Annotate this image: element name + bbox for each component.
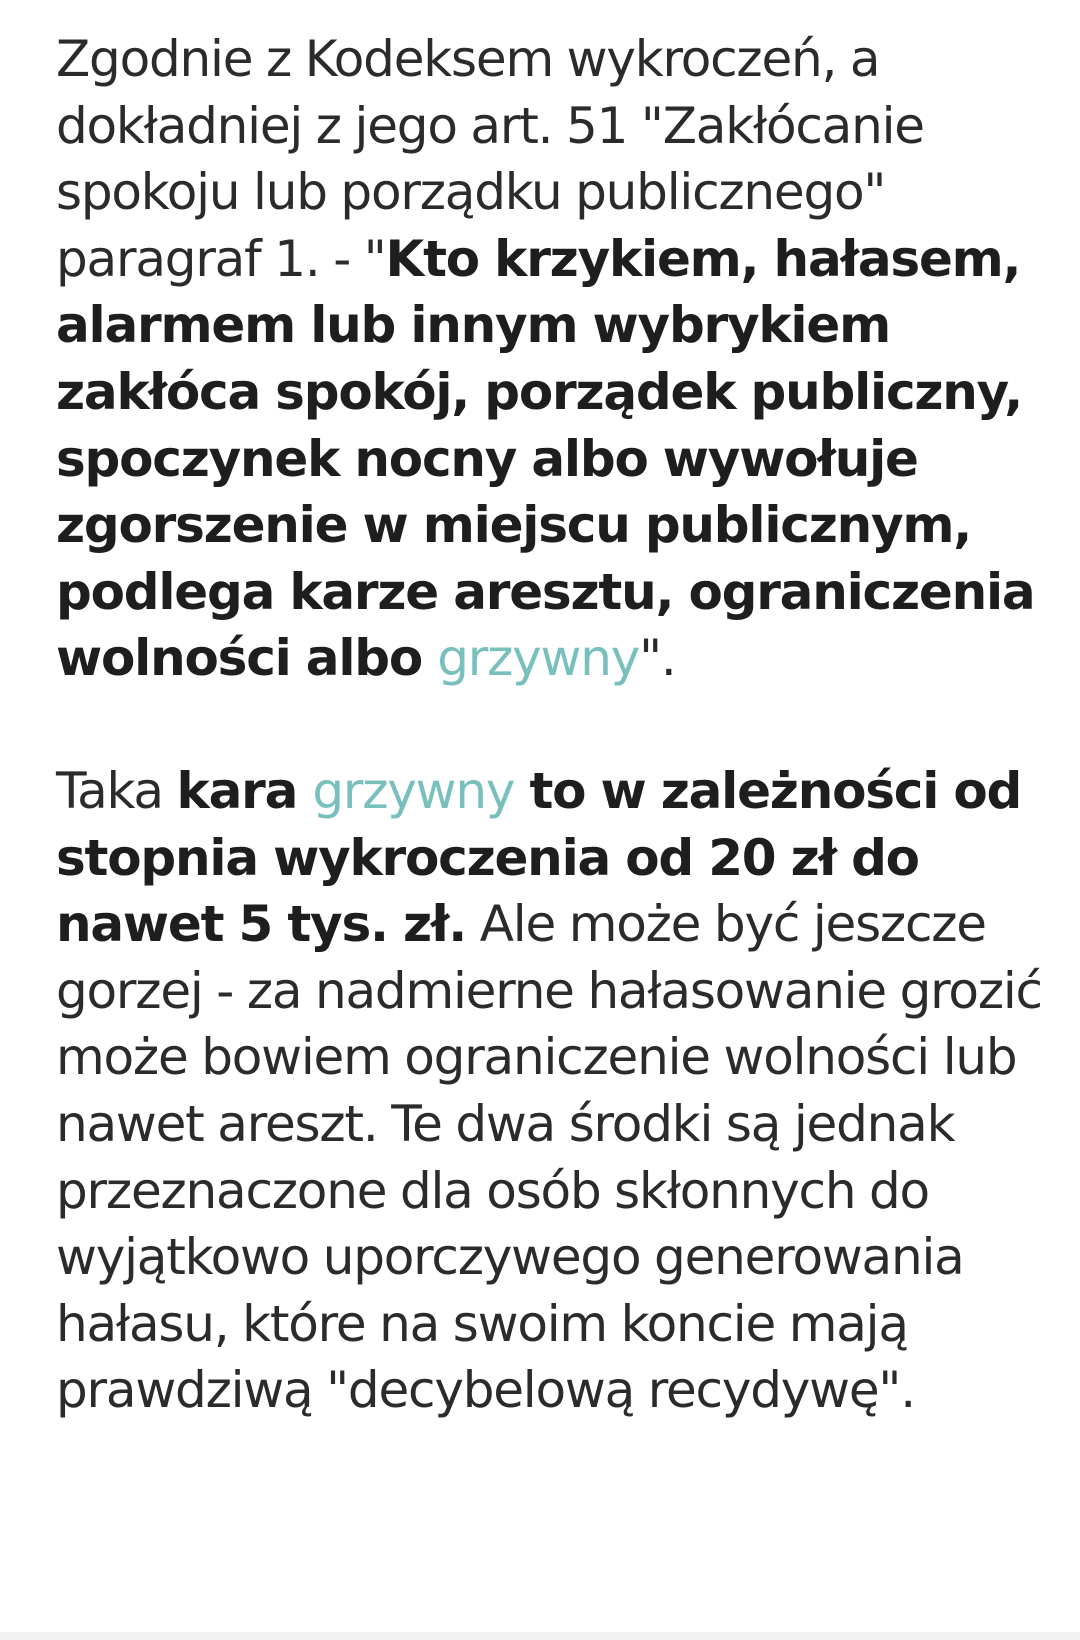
grzywny-link-1[interactable]: grzywny [437, 629, 640, 688]
grzywny-link-2[interactable]: grzywny [312, 761, 515, 820]
bold-kara: kara [176, 761, 313, 820]
quote-closing: ". [639, 629, 676, 688]
paragraph-intro-text: Zgodnie z Kodeksem wykroczeń, a dokładniej z jego art. 51 "Zakłócanie spokoju lub porządku publicznego" paragraf 1. - " [56, 30, 924, 288]
bottom-divider [0, 1632, 1080, 1640]
bold-fine-range: to w zależności od stopnia wykroczenia od 20 zł do nawet 5 tys. zł. [56, 761, 1022, 954]
penalty-lead-text: Taka [56, 761, 177, 820]
paragraph-legal-quote [56, 26, 1056, 692]
penalty-rest-text: Ale może być jeszcze gorzej - za nadmierne hałasowanie grozić może bowiem ograniczenie wolności lub nawet areszt. Te dwa środki są jednak przeznaczone dla osób skłonnych do wyjątkowo uporczywego generowania hałasu, które na swoim koncie mają prawdziwą "decybelową recydywę". [56, 895, 1042, 1420]
bold-law-quote: Kto krzykiem, hałasem, alarmem lub innym wybrykiem zakłóca spokój, porządek publiczny, spoczynek nocny albo wywołuje zgorszenie w miejscu publicznym, podlega karze aresztu, ograniczenia wolności albo [56, 229, 1035, 688]
paragraph-penalty [56, 758, 1056, 1424]
article-body [56, 26, 1056, 1424]
